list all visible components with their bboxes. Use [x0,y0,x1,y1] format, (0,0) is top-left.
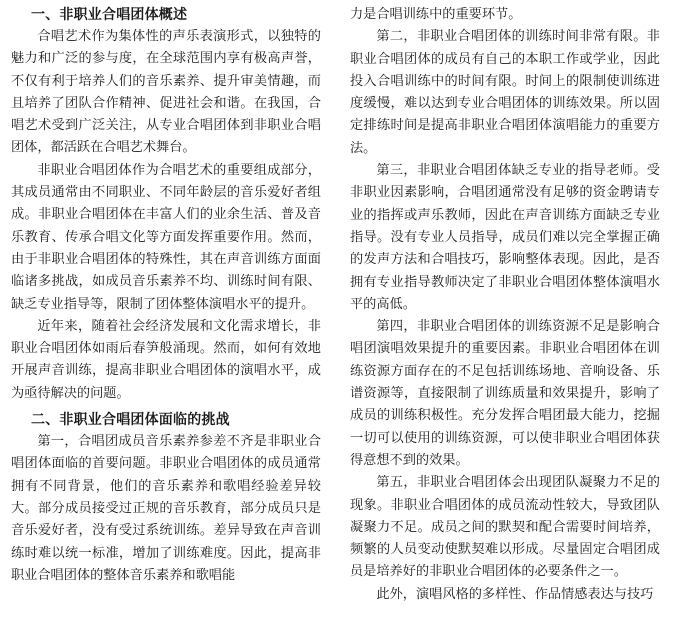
paragraph: 第三，非职业合唱团体缺乏专业的指导老师。受非职业因素影响，合唱团通常没有足够的资金聘请专业的指挥或声乐教师，因此在声音训练方面缺乏专业指导。没有专业人员指导，成员们难以完全掌握正确的发声方法和合唱技巧，影响整体表现。因此，是否拥有专业指导教师决定了非职业合唱团体整体演唱水平的高低。 [350,163,660,312]
left-column [11,4,321,587]
paragraph: 此外，演唱风格的多样性、作品情感表达与技巧 [376,586,654,602]
paragraph: 第二，非职业合唱团体的训练时间非常有限。非职业合唱团体的成员有自己的本职工作或学业，因此投入合唱训练中的时间有限。时间上的限制使训练进度缓慢，难以达到专业合唱团体的训练效果。所以固定排练时间是提高非职业合唱团体演唱能力的重要方法。 [350,29,660,156]
paragraph: 第五，非职业合唱团体会出现团队凝聚力不足的现象。非职业合唱团体的成员流动性较大，导致团队凝聚力不足。成员之间的默契和配合需要时间培养，频繁的人员变动使默契难以形成。尽量固定合唱团成员是培养好的非职业合唱团体的必要条件之一。 [350,475,660,580]
paragraph: 第一，合唱团成员音乐素养参差不齐是非职业合唱团体面临的首要问题。非职业合唱团体的成员通常拥有不同背景，他们的音乐素养和歌唱经验差异较大。部分成员接受过正规的音乐教育，部分成员只是音乐爱好者，没有受过系统训练。差异导致在声音训练时难以统一标准，增加了训练难度。因此，提高非职业合唱团体的整体音乐素养和歌唱能 [11,434,321,583]
paragraph-continued: 力是合唱训练中的重要环节。 [350,7,522,22]
paragraph: 第四，非职业合唱团体的训练资源不足是影响合唱团演唱效果提升的重要因素。非职业合唱团体在训练资源方面存在的不足包括训练场地、音响设备、乐谱资源等，直接限制了训练质量和效果提升，影响了成员的训练积极性。充分发挥合唱团最大能力，挖掘一切可以使用的训练资源，可以使非职业合唱团体获得意想不到的效果。 [350,319,660,468]
section-heading-challenges: 二、非职业合唱团体面临的挑战 [31,412,230,429]
paragraph: 非职业合唱团体作为合唱艺术的重要组成部分，其成员通常由不同职业、不同年龄层的音乐爱好者组成。非职业合唱团体在丰富人们的业余生活、普及音乐教育、传承合唱文化等方面发挥重要作用。然而，由于非职业合唱团体的特殊性，其在声音训练方面面临诸多挑战，如成员音乐素养不均、训练时间有限、缺乏专业指导等，限制了团体整体演唱水平的提升。 [11,162,321,312]
paragraph: 近年来，随着社会经济发展和文化需求增长，非职业合唱团体如雨后春笋般涌现。然而，如何有效地开展声音训练，提高非职业合唱团体的演唱水平，成为亟待解决的问题。 [11,318,321,401]
right-column [350,4,660,606]
section-heading-overview: 一、非职业合唱团体概述 [31,7,188,23]
paragraph: 合唱艺术作为集体性的声乐表演形式，以独特的魅力和广泛的参与度，在全球范围内享有极高声誉，不仅有利于培养人们的音乐素养、提升审美情趣，而且培养了团队合作精神、促进社会和谐。在我国，合唱艺术受到广泛关注，从专业合唱团体到非职业合唱团体，都活跃在合唱艺术舞台。 [11,29,321,156]
